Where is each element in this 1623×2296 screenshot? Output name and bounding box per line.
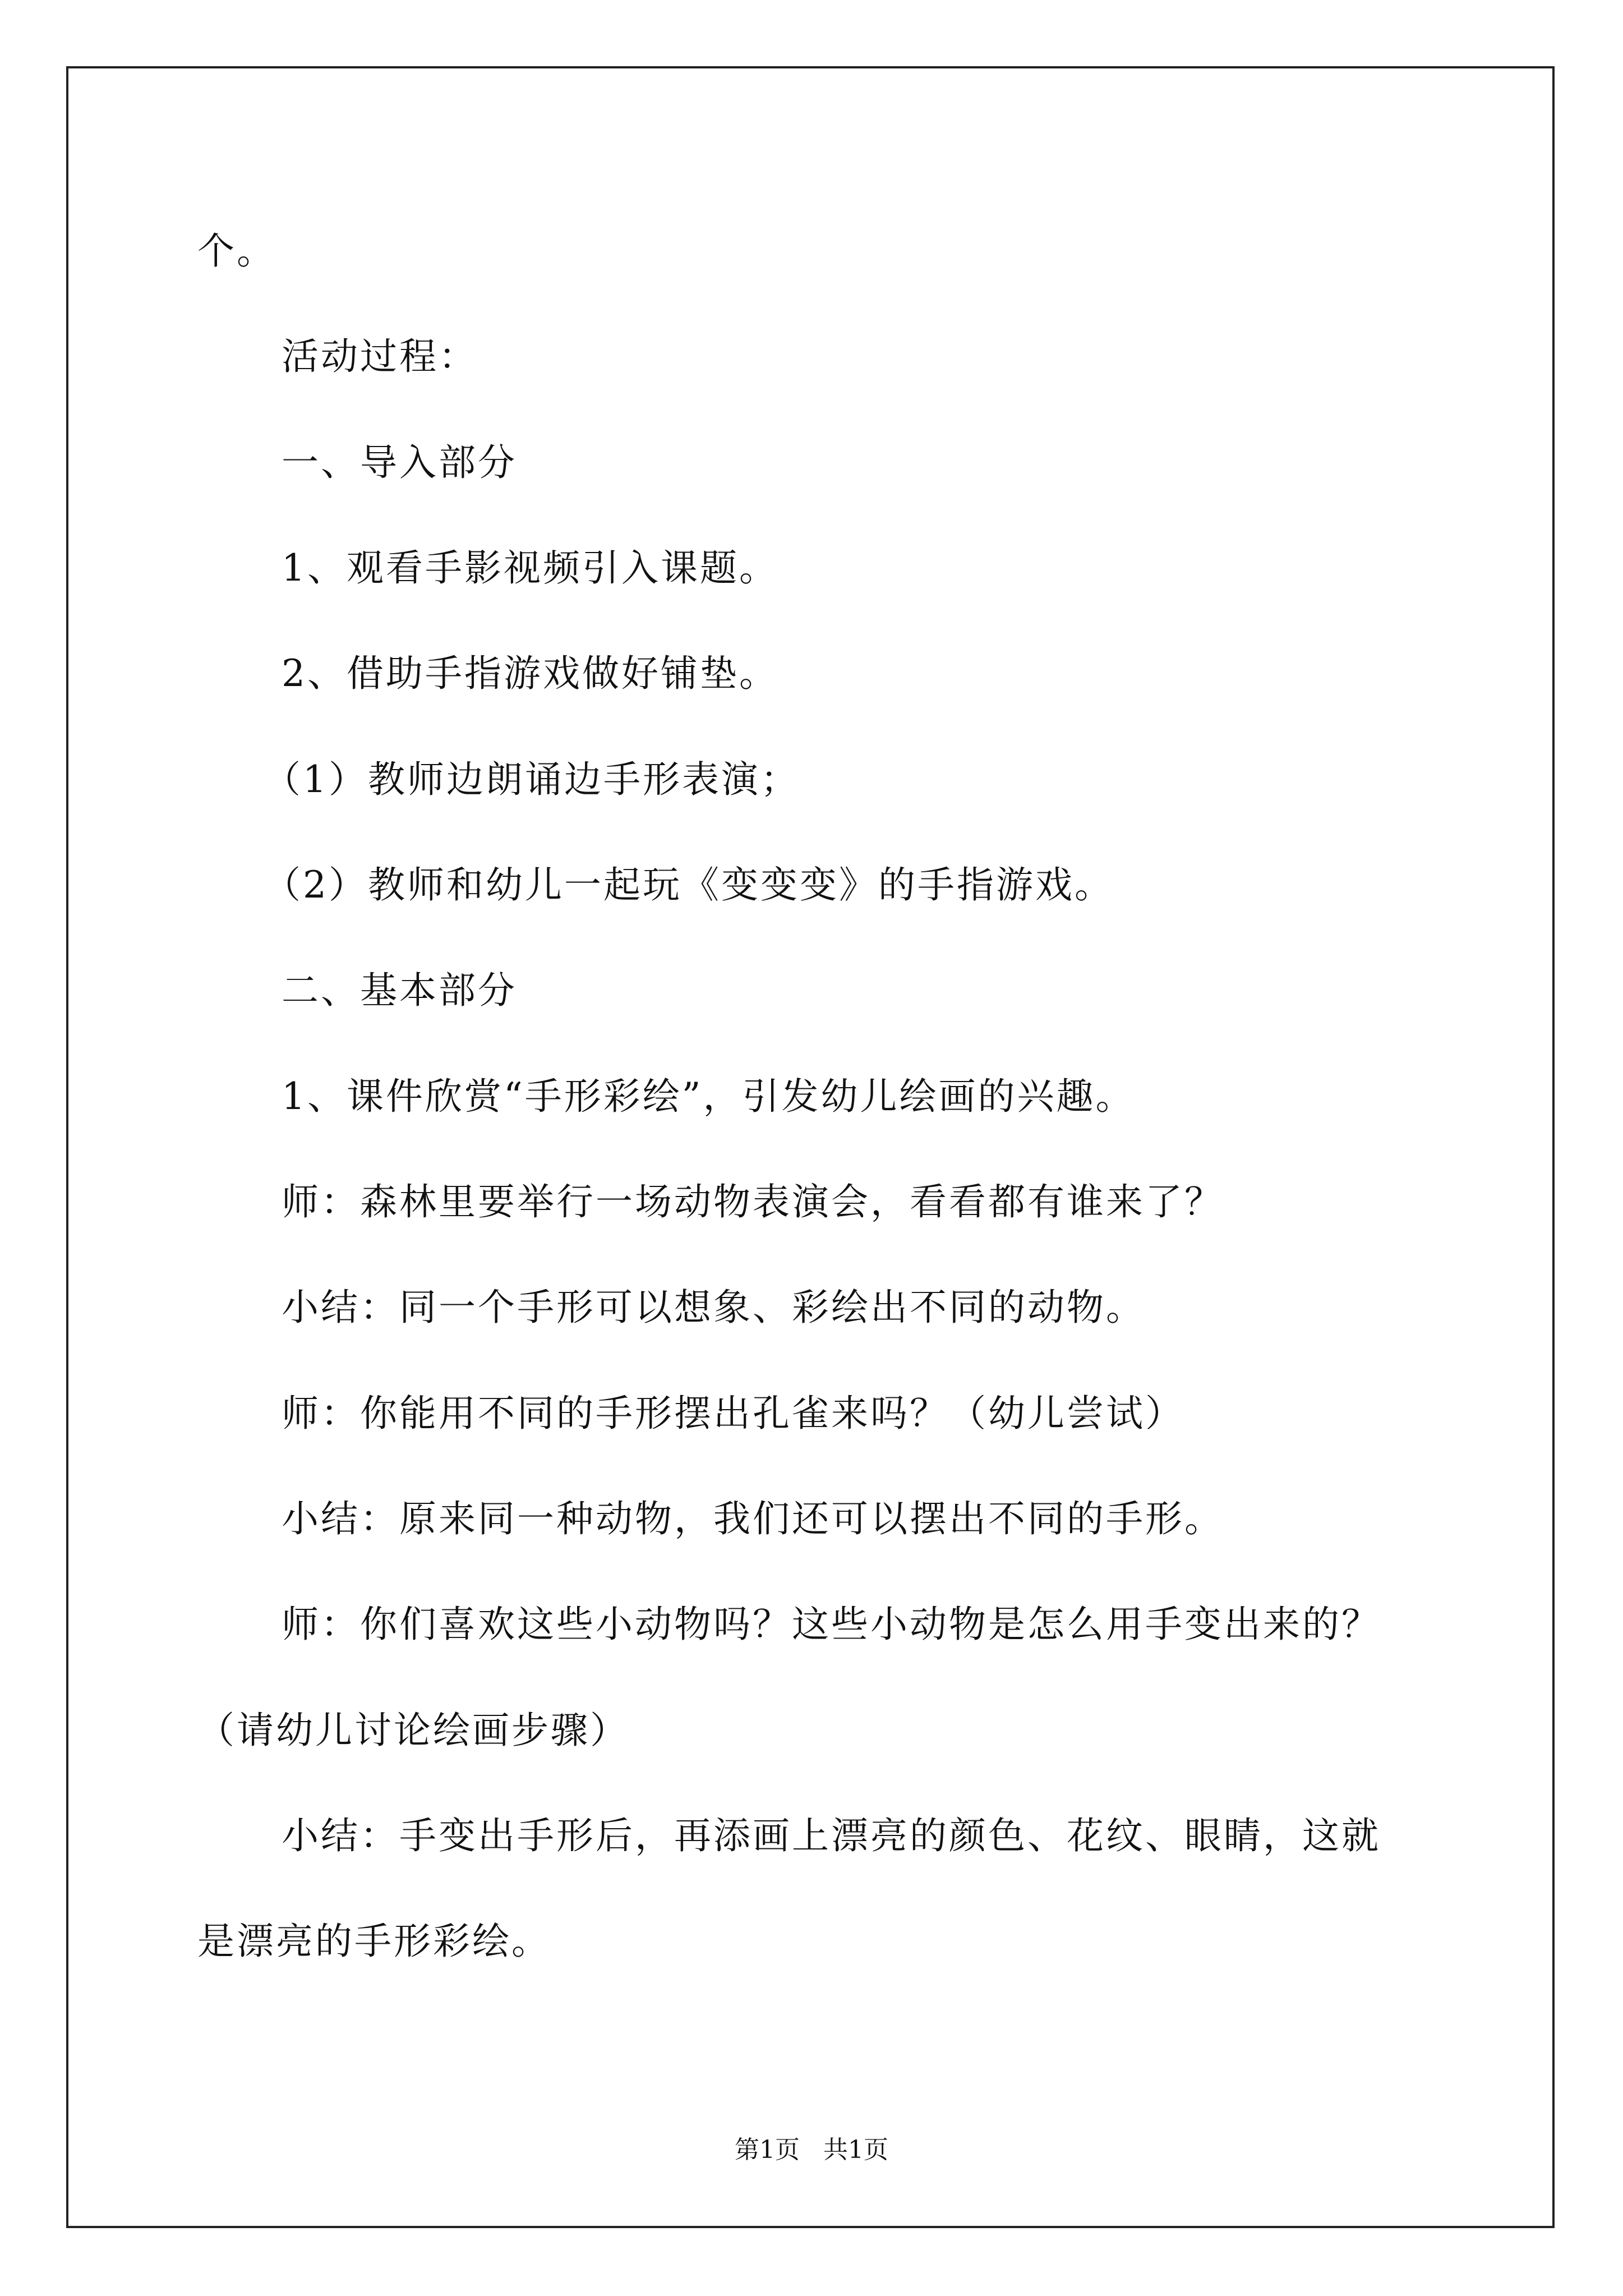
text-line-4: 1、观看手影视频引入课题。	[282, 546, 778, 590]
text-line-12: 师：你能用不同的手形摆出孔雀来吗？（幼儿尝试）	[282, 1392, 1184, 1435]
page-border	[66, 66, 1555, 2228]
section-heading-basic: 二、基本部分	[282, 969, 517, 1012]
text-line-11: 小结：同一个手形可以想象、彩绘出不同的动物。	[282, 1286, 1145, 1329]
text-line-5: 2、借助手指游戏做好铺垫。	[282, 652, 778, 695]
text-line-13: 小结：原来同一种动物，我们还可以摆出不同的手形。	[282, 1497, 1224, 1540]
text-line-9: 1、课件欣赏“手形彩绘”，引发幼儿绘画的兴趣。	[282, 1075, 1135, 1118]
text-line-15: （请幼儿讨论绘画步骤）	[197, 1709, 629, 1752]
text-line-16: 小结：手变出手形后，再添画上漂亮的颜色、花纹、眼睛，这就	[282, 1814, 1381, 1857]
text-line-2: 活动过程：	[282, 335, 478, 378]
text-line-7: （2）教师和幼儿一起玩《变变变》的手指游戏。	[264, 863, 1114, 907]
text-line-1: 个。	[197, 229, 276, 273]
section-heading-intro: 一、导入部分	[282, 441, 517, 484]
text-line-10: 师：森林里要举行一场动物表演会，看看都有谁来了？	[282, 1180, 1224, 1223]
text-line-17: 是漂亮的手形彩绘。	[197, 1920, 551, 1963]
text-line-14: 师：你们喜欢这些小动物吗？这些小动物是怎么用手变出来的？	[282, 1603, 1381, 1646]
page-number-footer: 第1页 共1页	[735, 2136, 888, 2164]
text-line-6: （1）教师边朗诵边手形表演；	[264, 758, 800, 801]
